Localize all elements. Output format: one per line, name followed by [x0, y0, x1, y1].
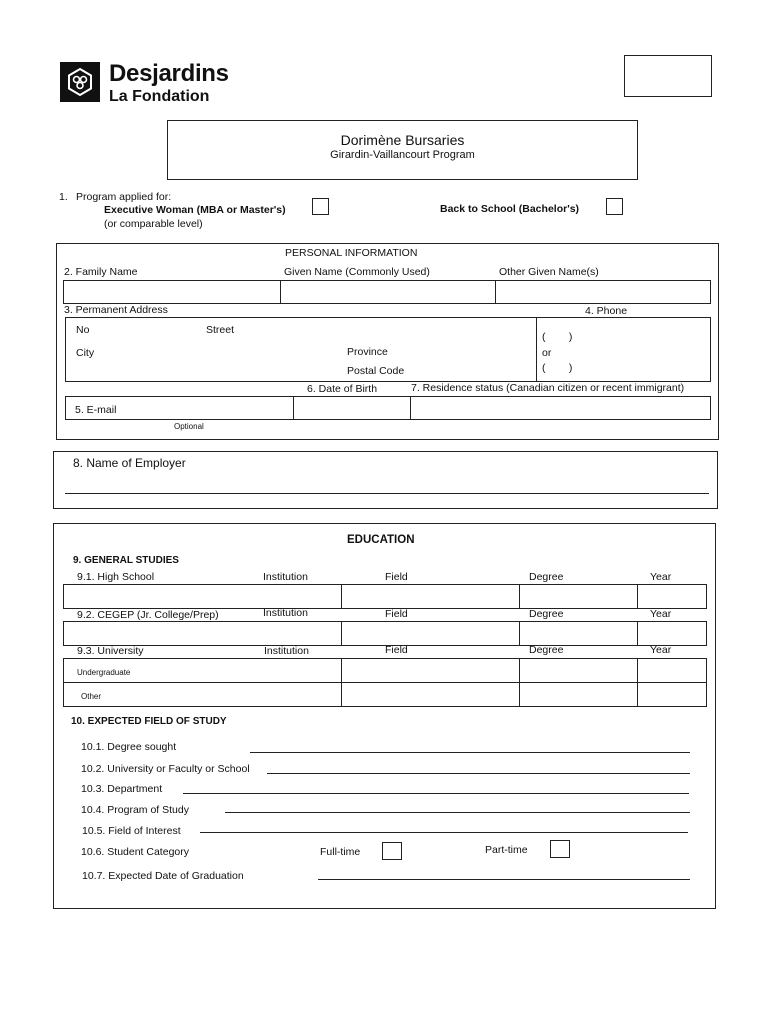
education-heading: EDUCATION — [347, 534, 415, 546]
department-label: 10.3. Department — [81, 783, 163, 795]
parttime-checkbox[interactable] — [550, 840, 570, 858]
undergraduate-label: Undergraduate — [77, 668, 131, 677]
univ-year-header: Year — [650, 644, 672, 656]
graduation-date-label: 10.7. Expected Date of Graduation — [82, 870, 244, 882]
univ-undergrad-degree-field[interactable] — [519, 658, 638, 683]
university-faculty-label: 10.2. University or Faculty or School — [81, 763, 250, 775]
cegep-degree-header: Degree — [529, 608, 564, 620]
field-of-interest-line[interactable] — [200, 832, 688, 833]
cegep-field-header: Field — [385, 608, 408, 620]
univ-other-field-field[interactable] — [341, 682, 520, 707]
logo-name: Desjardins — [109, 60, 229, 87]
employer-label: 8. Name of Employer — [73, 456, 186, 470]
family-name-label: 2. Family Name — [64, 266, 138, 278]
cegep-institution-field[interactable] — [63, 621, 342, 646]
univ-other-degree-field[interactable] — [519, 682, 638, 707]
other-names-label: Other Given Name(s) — [499, 266, 599, 278]
cegep-year-field[interactable] — [637, 621, 707, 646]
fulltime-checkbox[interactable] — [382, 842, 402, 860]
address-no-label: No — [76, 324, 90, 336]
address-city-label: City — [76, 347, 95, 359]
fulltime-label: Full-time — [320, 846, 361, 858]
univ-undergrad-institution-field[interactable] — [63, 658, 342, 683]
department-line[interactable] — [183, 793, 689, 794]
address-postal-label: Postal Code — [347, 365, 405, 377]
univ-other-institution-field[interactable] — [63, 682, 342, 707]
given-name-label: Given Name (Commonly Used) — [284, 266, 430, 278]
cegep-degree-field[interactable] — [519, 621, 638, 646]
program-option-back-to-school: Back to School (Bachelor's) — [440, 203, 580, 215]
cegep-institution-header: Institution — [263, 607, 308, 619]
program-option-note: (or comparable level) — [104, 218, 203, 230]
degree-sought-label: 10.1. Degree sought — [81, 741, 177, 753]
hs-field-header: Field — [385, 571, 408, 583]
program-of-study-label: 10.4. Program of Study — [81, 804, 189, 816]
title-box — [167, 120, 638, 180]
address-province-label: Province — [347, 346, 388, 358]
program-option-executive: Executive Woman (MBA or Master's) — [104, 204, 286, 216]
residence-label: 7. Residence status (Canadian citizen or recent immigrant) — [411, 382, 685, 394]
expected-field-heading: 10. EXPECTED FIELD OF STUDY — [71, 716, 227, 727]
form-title: Dorimène Bursaries — [340, 132, 465, 148]
personal-heading: PERSONAL INFORMATION — [285, 247, 418, 259]
program-label: Program applied for: — [76, 191, 172, 203]
cegep-label: 9.2. CEGEP (Jr. College/Prep) — [77, 609, 219, 621]
email-optional-note: Optional — [174, 422, 204, 431]
address-label: 3. Permanent Address — [64, 304, 168, 316]
employer-input-line[interactable] — [65, 493, 709, 494]
hs-year-header: Year — [650, 571, 672, 583]
program-number: 1. — [59, 191, 68, 203]
univ-undergrad-year-field[interactable] — [637, 658, 707, 683]
other-label: Other — [81, 692, 102, 701]
dob-field[interactable] — [293, 396, 411, 420]
phone-area-code-2: ( ) — [542, 362, 573, 374]
office-use-box[interactable] — [624, 55, 712, 97]
parttime-label: Part-time — [485, 844, 528, 856]
cegep-year-header: Year — [650, 608, 672, 620]
university-label: 9.3. University — [77, 645, 144, 657]
field-of-interest-label: 10.5. Field of Interest — [82, 825, 181, 837]
univ-undergrad-field-field[interactable] — [341, 658, 520, 683]
phone-area-code-1: ( ) — [542, 331, 573, 343]
email-field[interactable] — [65, 396, 294, 420]
hs-institution-field[interactable] — [63, 584, 342, 609]
phone-label: 4. Phone — [585, 305, 628, 317]
residence-field[interactable] — [410, 396, 711, 420]
executive-woman-checkbox[interactable] — [312, 198, 329, 215]
student-category-label: 10.6. Student Category — [81, 846, 189, 858]
univ-degree-header: Degree — [529, 644, 564, 656]
address-street-label: Street — [206, 324, 235, 336]
hs-field-field[interactable] — [341, 584, 520, 609]
graduation-date-line[interactable] — [318, 879, 690, 880]
high-school-label: 9.1. High School — [77, 571, 155, 583]
univ-field-header: Field — [385, 644, 408, 656]
form-subtitle: Girardin-Vaillancourt Program — [330, 149, 475, 161]
cegep-field-field[interactable] — [341, 621, 520, 646]
phone-or-label: or — [542, 347, 552, 359]
given-name-field[interactable] — [280, 280, 496, 304]
univ-institution-header: Institution — [264, 645, 309, 657]
address-field[interactable] — [65, 317, 537, 382]
logo-subtitle: La Fondation — [109, 88, 210, 105]
univ-other-year-field[interactable] — [637, 682, 707, 707]
hs-institution-header: Institution — [263, 571, 308, 583]
email-label: 5. E-mail — [75, 404, 117, 416]
general-studies-heading: 9. GENERAL STUDIES — [73, 555, 179, 566]
other-names-field[interactable] — [495, 280, 711, 304]
hs-degree-field[interactable] — [519, 584, 638, 609]
back-to-school-checkbox[interactable] — [606, 198, 623, 215]
hs-year-field[interactable] — [637, 584, 707, 609]
university-faculty-line[interactable] — [267, 773, 690, 774]
family-name-field[interactable] — [63, 280, 281, 304]
dob-label: 6. Date of Birth — [307, 383, 378, 395]
degree-sought-line[interactable] — [250, 752, 690, 753]
desjardins-hexagon-icon — [60, 62, 100, 102]
program-of-study-line[interactable] — [225, 812, 690, 813]
hs-degree-header: Degree — [529, 571, 564, 583]
